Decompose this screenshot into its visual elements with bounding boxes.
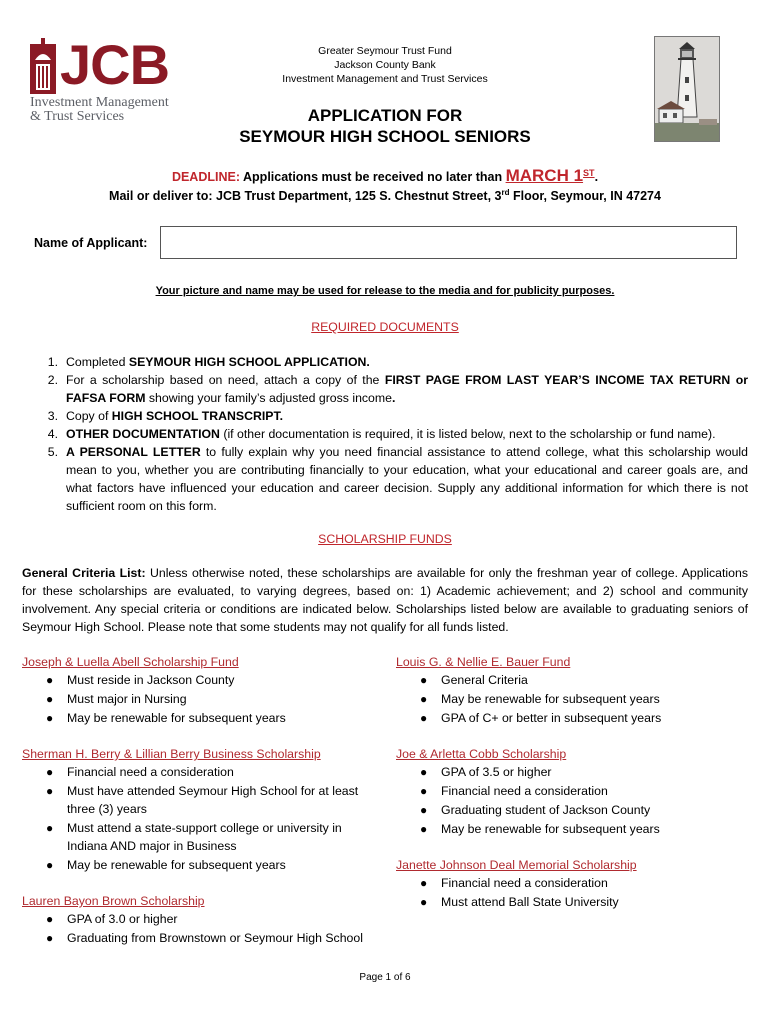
bullet-icon: ●	[420, 822, 428, 836]
deadline-date-suffix: ST	[583, 167, 595, 178]
deadline-line	[40, 166, 730, 186]
required-doc-item-1	[47, 353, 748, 371]
bullet-icon: ●	[420, 765, 428, 779]
header-line: Jackson County Bank	[334, 59, 436, 71]
item-text: Completed	[66, 355, 129, 369]
fund-bullet	[46, 929, 377, 947]
bullet-text: Must attend a state-support college or university in Indiana AND major in Business	[67, 821, 342, 853]
fund-bullet	[46, 856, 367, 874]
logo-brand: JCB	[60, 33, 170, 96]
bullet-icon: ●	[420, 692, 428, 706]
bullet-icon: ●	[46, 765, 54, 779]
logo-line-1: Investment Management	[30, 95, 169, 110]
mail-address	[40, 188, 730, 203]
item-number: 3.	[47, 409, 58, 423]
fund-bullet	[420, 690, 741, 708]
scholarship-funds-heading: SCHOLARSHIP FUNDS	[318, 532, 452, 546]
header-line: Greater Seymour Trust Fund	[318, 45, 452, 57]
fund-title: Joseph & Luella Abell Scholarship Fund	[22, 655, 239, 669]
bullet-icon: ●	[46, 858, 54, 872]
mail-floor-suffix: rd	[501, 188, 510, 197]
fund-bullet	[420, 782, 741, 800]
bullet-icon: ●	[46, 821, 54, 835]
bullet-text: Graduating from Brownstown or Seymour High School	[67, 931, 363, 945]
bullet-text: Graduating student of Jackson County	[441, 803, 651, 817]
bullet-text: Financial need a consideration	[67, 765, 234, 779]
fund-bullet	[46, 910, 377, 928]
bullet-icon: ●	[46, 931, 54, 945]
page-title	[150, 105, 620, 147]
item-number: 5.	[47, 445, 58, 459]
bullet-icon: ●	[420, 784, 428, 798]
fund-bullet	[420, 820, 741, 838]
bullet-text: Financial need a consideration	[441, 876, 608, 890]
deadline-label: DEADLINE:	[171, 170, 240, 184]
bullet-icon: ●	[46, 912, 54, 926]
bullet-text: Must attend Ball State University	[441, 895, 619, 909]
required-doc-item-3	[47, 407, 748, 425]
item-text: to fully explain why you need financial assistance to attend college, what this scholarship would mean to you, whether you are contributing financially to your education, what your educational and career goals are, and what factors have influenced your education and career decision. Supply any additional information for which there is not sufficient room on this form.	[66, 445, 748, 513]
deadline-date: MARCH 1	[505, 166, 584, 185]
required-doc-item-4	[47, 425, 748, 443]
applicant-name-field[interactable]	[160, 226, 737, 259]
bullet-icon: ●	[46, 692, 54, 706]
bullet-text: Must reside in Jackson County	[67, 673, 235, 687]
release-notice: Your picture and name may be used for release to the media and for publicity purposes.	[155, 285, 615, 297]
bullet-icon: ●	[420, 673, 428, 687]
fund-bullet	[420, 763, 741, 781]
required-doc-item-2	[47, 371, 748, 407]
item-bold: HIGH SCHOOL TRANSCRIPT.	[111, 409, 284, 423]
bullet-icon: ●	[46, 711, 54, 725]
title-line-1: APPLICATION FOR	[307, 106, 463, 125]
item-bold: OTHER DOCUMENTATION	[66, 427, 220, 441]
bullet-text: GPA of C+ or better in subsequent years	[441, 711, 662, 725]
fund-title: Sherman H. Berry & Lillian Berry Business Scholarship	[22, 747, 321, 761]
bullet-text: GPA of 3.0 or higher	[67, 912, 178, 926]
logo-line-2: & Trust Services	[30, 109, 125, 124]
general-criteria-label: General Criteria List:	[22, 566, 146, 580]
fund-bullet	[420, 671, 741, 689]
bullet-icon: ●	[420, 876, 428, 890]
required-documents-heading: REQUIRED DOCUMENTS	[311, 320, 459, 334]
fund-bullet	[420, 874, 741, 892]
item-number: 2.	[47, 373, 58, 387]
bullet-icon: ●	[46, 784, 54, 798]
applicant-name-label: Name of Applicant:	[34, 236, 148, 250]
bullet-text: Financial need a consideration	[441, 784, 608, 798]
item-bold: FIRST PAGE FROM LAST YEAR’S INCOME TAX RETURN or FAFSA FORM	[66, 373, 748, 405]
fund-bullet	[420, 801, 741, 819]
fund-bullet	[420, 893, 741, 911]
fund-bullet	[46, 709, 367, 727]
lighthouse-image	[654, 36, 720, 142]
item-bold: .	[391, 391, 396, 405]
bullet-text: Must have attended Seymour High School for at least three (3) years	[67, 784, 359, 816]
item-number: 1.	[47, 355, 58, 369]
fund-bullet	[46, 671, 367, 689]
mail-address-text-2: Floor, Seymour, IN 47274	[509, 189, 661, 204]
required-doc-item-5	[47, 443, 748, 515]
bullet-text: GPA of 3.5 or higher	[441, 765, 552, 779]
fund-bullet	[46, 690, 367, 708]
bullet-icon: ●	[46, 673, 54, 687]
fund-bullet	[46, 819, 367, 855]
item-number: 4.	[47, 427, 58, 441]
title-line-2: SEYMOUR HIGH SCHOOL SENIORS	[239, 127, 531, 146]
mail-address-text: Mail or deliver to: JCB Trust Department, 125 S. Chestnut Street, 3	[109, 189, 502, 204]
header-org-lines	[200, 44, 570, 86]
bullet-icon: ●	[420, 711, 428, 725]
bullet-icon: ●	[420, 803, 428, 817]
bullet-text: General Criteria	[441, 673, 528, 687]
bullet-text: Must major in Nursing	[67, 692, 187, 706]
deadline-period: .	[594, 170, 599, 184]
fund-title: Joe & Arletta Cobb Scholarship	[396, 747, 567, 761]
item-text: (if other documentation is required, it is listed below, next to the scholarship or fund name).	[219, 427, 716, 441]
general-criteria-paragraph	[22, 564, 748, 636]
item-text: showing your family’s adjusted gross income	[145, 391, 392, 405]
deadline-text: Applications must be received no later than	[243, 170, 503, 184]
fund-title: Janette Johnson Deal Memorial Scholarship	[396, 858, 637, 872]
fund-bullet	[46, 782, 367, 818]
item-text: Copy of	[66, 409, 112, 423]
fund-title: Louis G. & Nellie E. Bauer Fund	[396, 655, 571, 669]
bullet-text: May be renewable for subsequent years	[441, 822, 660, 836]
bullet-icon: ●	[420, 895, 428, 909]
page-number: Page 1 of 6	[359, 972, 411, 983]
bullet-text: May be renewable for subsequent years	[67, 711, 286, 725]
fund-title: Lauren Bayon Brown Scholarship	[22, 894, 205, 908]
fund-bullet	[420, 709, 741, 727]
item-bold: SEYMOUR HIGH SCHOOL APPLICATION.	[128, 355, 370, 369]
lighthouse-icon	[655, 37, 719, 141]
item-text: For a scholarship based on need, attach a copy of the	[66, 373, 385, 387]
bullet-text: May be renewable for subsequent years	[441, 692, 660, 706]
header-line: Investment Management and Trust Services	[282, 73, 488, 85]
bullet-text: May be renewable for subsequent years	[67, 858, 286, 872]
general-criteria-text: Unless otherwise noted, these scholarships are available for only the freshman year of college. Applications for these scholarships are evaluated, to varying degrees, based on: 1) Academic achievement; and 2) school and community involvement. Any special criteria or conditions are indicated below. Scholarships listed below are available to graduating seniors of Seymour High School. Please note that some students may not qualify for all funds listed.	[22, 566, 748, 634]
fund-bullet	[46, 763, 367, 781]
item-bold: A PERSONAL LETTER	[66, 445, 201, 459]
